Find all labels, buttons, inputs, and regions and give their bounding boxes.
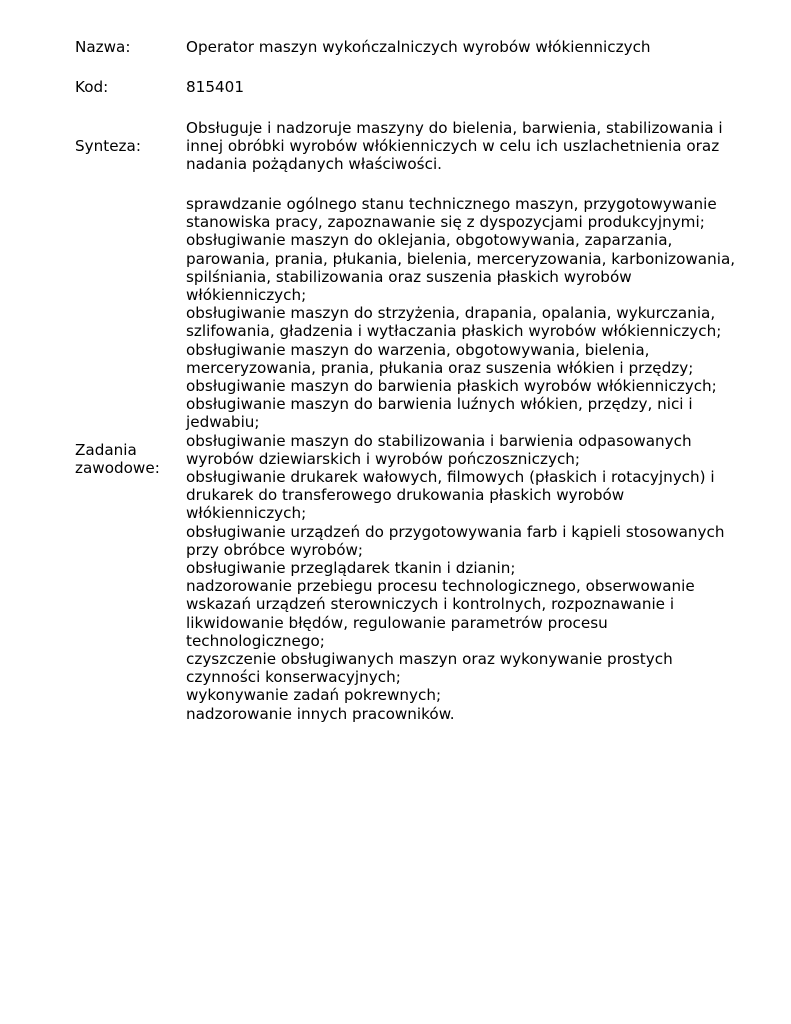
kod-row <box>75 78 765 96</box>
zadania-line: czynności konserwacyjnych; <box>186 668 401 687</box>
zadania-line: technologicznego; <box>186 631 325 650</box>
zadania-label <box>75 441 186 477</box>
zadania-label-line: zawodowe: <box>75 458 160 477</box>
synteza-row <box>75 119 765 174</box>
kod-value: 815401 <box>186 78 244 96</box>
zadania-line: włókienniczych; <box>186 286 307 305</box>
zadania-line: drukarek do transferowego drukowania płaskich wyrobów <box>186 486 625 505</box>
zadania-line: obsługiwanie przeglądarek tkanin i dzianin; <box>186 559 516 578</box>
zadania-line: nadzorowanie innych pracowników. <box>186 704 455 723</box>
zadania-line: obsługiwanie maszyn do warzenia, obgotowywania, bielenia, <box>186 340 650 359</box>
zadania-line: jedwabiu; <box>186 413 260 432</box>
zadania-line: spilśniania, stabilizowania oraz suszenia płaskich wyrobów <box>186 267 632 286</box>
zadania-line: wskazań urządzeń sterowniczych i kontrolnych, rozpoznawanie i <box>186 595 675 614</box>
zadania-line: czyszczenie obsługiwanych maszyn oraz wykonywanie prostych <box>186 650 673 669</box>
zadania-line: nadzorowanie przebiegu procesu technologicznego, obserwowanie <box>186 577 695 596</box>
zadania-line: obsługiwanie maszyn do stabilizowania i barwienia odpasowanych <box>186 431 692 450</box>
synteza-line: nadania pożądanych właściwości. <box>186 155 442 174</box>
synteza-line: Obsługuje i nadzoruje maszyny do bielenia, barwienia, stabilizowania i <box>186 119 723 137</box>
synteza-label: Synteza: <box>75 137 141 156</box>
synteza-line: innej obróbki wyrobów włókienniczych w celu ich uszlachetnienia oraz <box>186 137 720 156</box>
zadania-line: obsługiwanie maszyn do barwienia luźnych włókien, przędzy, nici i <box>186 395 693 414</box>
nazwa-label: Nazwa: <box>75 38 131 56</box>
zadania-line: obsługiwanie drukarek wałowych, filmowych (płaskich i rotacyjnych) i <box>186 468 715 487</box>
zadania-line: stanowiska pracy, zapoznawanie się z dyspozycjami produkcyjnymi; <box>186 213 705 232</box>
zadania-line: sprawdzanie ogólnego stanu technicznego maszyn, przygotowywanie <box>186 195 717 213</box>
zadania-line: obsługiwanie maszyn do oklejania, obgotowywania, zaparzania, <box>186 231 673 250</box>
zadania-line: likwidowanie błędów, regulowanie parametrów procesu <box>186 613 608 632</box>
nazwa-row <box>75 38 765 56</box>
zadania-line: wyrobów dziewiarskich i wyrobów pończoszniczych; <box>186 449 581 468</box>
zadania-line: merceryzowania, prania, płukania oraz suszenia włókien i przędzy; <box>186 358 694 377</box>
zadania-line: parowania, prania, płukania, bielenia, merceryzowania, karbonizowania, <box>186 249 736 268</box>
kod-label: Kod: <box>75 78 109 96</box>
nazwa-value: Operator maszyn wykończalniczych wyrobów włókienniczych <box>186 38 651 56</box>
zadania-row <box>75 195 765 723</box>
zadania-label-line: Zadania <box>75 440 137 459</box>
zadania-line: przy obróbce wyrobów; <box>186 540 364 559</box>
zadania-line: wykonywanie zadań pokrewnych; <box>186 686 442 705</box>
zadania-value <box>186 195 765 723</box>
zadania-line: obsługiwanie maszyn do barwienia płaskich wyrobów włókienniczych; <box>186 377 717 396</box>
synteza-value <box>186 119 765 174</box>
zadania-line: obsługiwanie urządzeń do przygotowywania farb i kąpieli stosowanych <box>186 522 725 541</box>
zadania-line: szlifowania, gładzenia i wytłaczania płaskich wyrobów włókienniczych; <box>186 322 722 341</box>
zadania-line: obsługiwanie maszyn do strzyżenia, drapania, opalania, wykurczania, <box>186 304 716 323</box>
zadania-line: włókienniczych; <box>186 504 307 523</box>
